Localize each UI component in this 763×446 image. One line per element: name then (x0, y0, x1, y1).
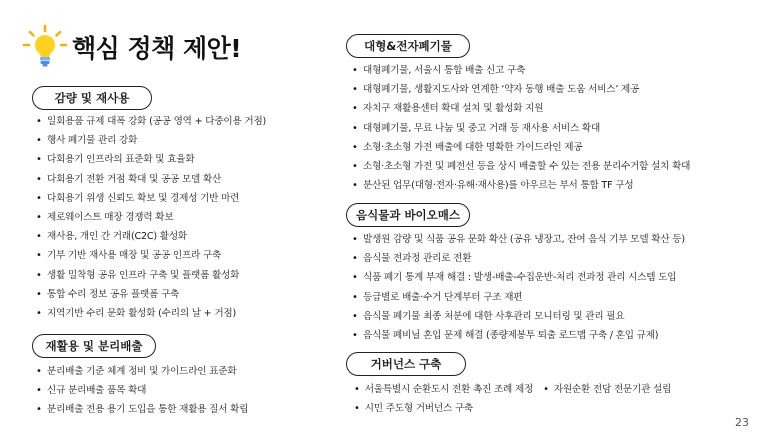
list-reduction-reuse (36, 112, 266, 323)
light-bulb-icon (22, 24, 68, 70)
list-item: • 발생원 감량 및 식품 공유 문화 확산 (공유 냉장고, 잔여 음식 기부 모델 확산 등) (352, 230, 685, 249)
list-item: • 자치구 재활용센터 확대 설치 및 활성화 지원 (352, 99, 690, 118)
list-item: • 분리배출 전용 용기 도입을 통한 재활용 질서 확립 (36, 400, 248, 419)
section-heading-reduction-reuse: 감량 및 재사용 (32, 86, 152, 110)
list-item: • 행사 폐기물 관리 강화 (36, 131, 266, 150)
list-item: • 대형폐기물, 생활지도사와 연계한 ‘약자 동행 배출 도움 서비스’ 제공 (352, 80, 690, 99)
list-item: • 음식물 폐기물 최종 처분에 대한 사후관리 모니터링 및 관리 필요 (352, 307, 685, 326)
list-item: • 신규 분리배출 품목 확대 (36, 381, 248, 400)
list-recycling (36, 362, 248, 420)
section-heading-recycling: 재활용 및 분리배출 (32, 334, 156, 358)
page-title: 핵심 정책 제안! (72, 34, 242, 63)
list-food-biomass (352, 230, 685, 345)
list-item: • 다회용기 위생 신뢰도 확보 및 경제성 기반 마련 (36, 189, 266, 208)
section-heading-governance: 거버넌스 구축 (346, 352, 466, 376)
list-item: • 제로웨이스트 매장 경쟁력 확보 (36, 208, 266, 227)
list-item: • 대형폐기물, 서울시 통합 배출 신고 구축 (352, 61, 690, 80)
list-item: • 분산된 업무(대형·전자·유해·재사용)를 아우르는 부서 통합 TF 구성 (352, 176, 690, 195)
list-item: • 일회용품 규제 대폭 강화 (공공 영역 + 다중이용 거점) (36, 112, 266, 131)
list-item: • 소형·초소형 가전 배출에 대한 명확한 가이드라인 제공 (352, 138, 690, 157)
list-item: • 시민 주도형 거버넌스 구축 (354, 403, 473, 414)
list-item: • 재사용, 개인 간 거래(C2C) 활성화 (36, 227, 266, 246)
list-item: • 대형폐기물, 무료 나눔 및 중고 거래 등 재사용 서비스 확대 (352, 119, 690, 138)
list-governance (354, 380, 671, 418)
list-item: • 식품 폐기 통계 부재 해결 : 발생-배출-수집운반-처리 전과정 관리 시스템 도입 (352, 268, 685, 287)
list-bulky-electronic-waste (352, 61, 690, 195)
page-number: 23 (735, 416, 749, 429)
section-heading-bulky-electronic-waste: 대형&전자폐기물 (346, 34, 470, 58)
list-item: • 기부 기반 재사용 매장 및 공공 인프라 구축 (36, 246, 266, 265)
list-item: • 소형·초소형 가전 및 폐전선 등을 상시 배출할 수 있는 전용 분리수거함 설치 확대 (352, 157, 690, 176)
list-item: • 다회용기 인프라의 표준화 및 효율화 (36, 150, 266, 169)
section-heading-food-biomass: 음식물과 바이오매스 (346, 203, 470, 227)
list-item: • 음식물 폐비닐 혼입 문제 해결 (종량제봉투 퇴출 로드맵 구축 / 혼입 규제) (352, 326, 685, 345)
list-item: • 생활 밀착형 공유 인프라 구축 및 플랫폼 활성화 (36, 266, 266, 285)
list-item: • 분리배출 기준 체계 정비 및 가이드라인 표준화 (36, 362, 248, 381)
list-item: • 자원순환 전담 전문기관 설립 (543, 384, 671, 395)
list-item: • 음식물 전과정 관리로 전환 (352, 249, 685, 268)
list-item: • 다회용기 전환 거점 확대 및 공공 모델 확산 (36, 170, 266, 189)
title-area (22, 24, 241, 70)
list-item: • 지역기반 수리 문화 활성화 (수리의 날 + 거점) (36, 304, 266, 323)
list-item: • 통합 수리 정보 공유 플랫폼 구축 (36, 285, 266, 304)
list-item: • 등급별로 배출·수거 단계부터 구조 재편 (352, 288, 685, 307)
list-item: • 서울특별시 순환도시 전환 촉진 조례 제정 (354, 384, 533, 395)
